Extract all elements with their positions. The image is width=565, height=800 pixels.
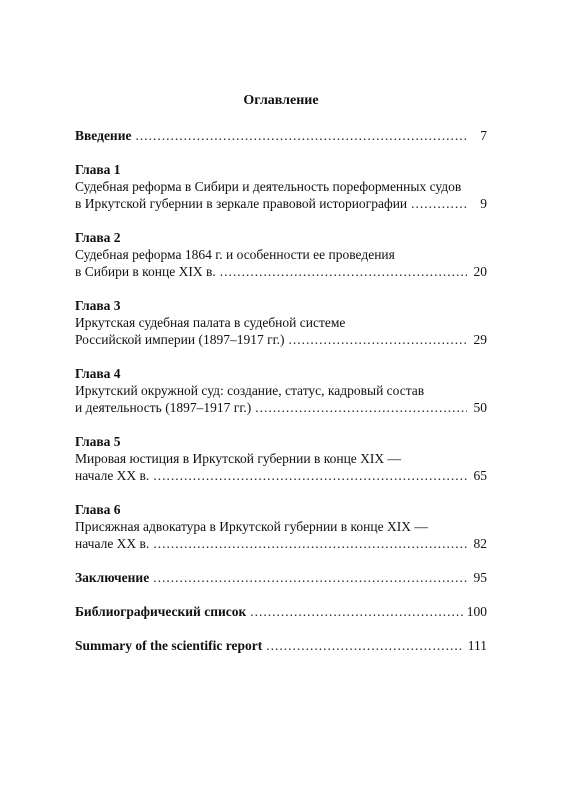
chapter-title-line: и деятельность (1897–1917 гг.): [75, 400, 252, 415]
toc-title: Оглавление: [243, 93, 319, 108]
toc-line: [75, 535, 487, 552]
toc-line: [75, 603, 487, 620]
chapter-heading: Глава 2: [75, 230, 121, 245]
toc-entry-title: Библиографический список: [75, 604, 247, 619]
chapter-heading: Глава 5: [75, 434, 121, 449]
chapter-title-line: в Иркутской губернии в зеркале правовой историографии: [75, 196, 408, 211]
chapter-title-line: начале XX в.: [75, 468, 150, 483]
chapter-title-line: в Сибири в конце XIX в.: [75, 264, 216, 279]
dot-leader: [250, 603, 462, 620]
toc-line: [75, 569, 487, 586]
toc-entry-conclusion: [75, 569, 487, 586]
toc-page-number: 7: [480, 128, 487, 143]
dot-leader: [153, 467, 467, 484]
toc-entry-summary: [75, 637, 487, 654]
toc-page-number: 29: [473, 332, 487, 347]
table-of-contents: [75, 92, 487, 671]
toc-line: [75, 195, 487, 212]
dot-leader: [411, 195, 467, 212]
toc-page-number: 82: [473, 536, 487, 551]
toc-entry-introduction: [75, 127, 487, 144]
chapter-title-line: Российской империи (1897–1917 гг.): [75, 332, 285, 347]
toc-line: [75, 127, 487, 144]
toc-entry-chapter-4: [75, 365, 487, 416]
chapter-title-line: Судебная реформа 1864 г. и особенности ее проведения: [75, 247, 395, 262]
chapter-title-line: Мировая юстиция в Иркутской губернии в конце XIX —: [75, 451, 402, 466]
dot-leader: [153, 569, 467, 586]
dot-leader: [153, 535, 467, 552]
chapter-title-line: начале XX в.: [75, 536, 150, 551]
dot-leader: [289, 331, 467, 348]
dot-leader: [220, 263, 467, 280]
toc-line: [75, 331, 487, 348]
toc-entry-bibliography: [75, 603, 487, 620]
toc-entry-chapter-5: [75, 433, 487, 484]
toc-entry-chapter-6: [75, 501, 487, 552]
toc-page-number: 111: [467, 638, 487, 653]
toc-entry-chapter-3: [75, 297, 487, 348]
chapter-title-line: Судебная реформа в Сибири и деятельность пореформенных судов: [75, 179, 462, 194]
toc-line: [75, 637, 487, 654]
dot-leader: [266, 637, 464, 654]
toc-entry-title: Введение: [75, 128, 132, 143]
toc-page-number: 50: [473, 400, 487, 415]
toc-line: [75, 467, 487, 484]
toc-line: [75, 399, 487, 416]
dot-leader: [255, 399, 467, 416]
dot-leader: [135, 127, 467, 144]
chapter-heading: Глава 1: [75, 162, 121, 177]
toc-page-number: 20: [473, 264, 487, 279]
chapter-heading: Глава 6: [75, 502, 121, 517]
chapter-title-line: Иркутский окружной суд: создание, статус, кадровый состав: [75, 383, 425, 398]
chapter-title-line: Присяжная адвокатура в Иркутской губернии в конце XIX —: [75, 519, 428, 534]
toc-line: [75, 263, 487, 280]
toc-entry-chapter-1: [75, 161, 487, 212]
toc-entry-chapter-2: [75, 229, 487, 280]
chapter-heading: Глава 4: [75, 366, 121, 381]
chapter-heading: Глава 3: [75, 298, 121, 313]
toc-page-number: 65: [473, 468, 487, 483]
toc-page-number: 100: [466, 604, 487, 619]
toc-entry-title: Заключение: [75, 570, 150, 585]
chapter-title-line: Иркутская судебная палата в судебной системе: [75, 315, 346, 330]
toc-page-number: 9: [480, 196, 487, 211]
toc-page-number: 95: [473, 570, 487, 585]
toc-entry-title: Summary of the scientific report: [75, 638, 263, 653]
